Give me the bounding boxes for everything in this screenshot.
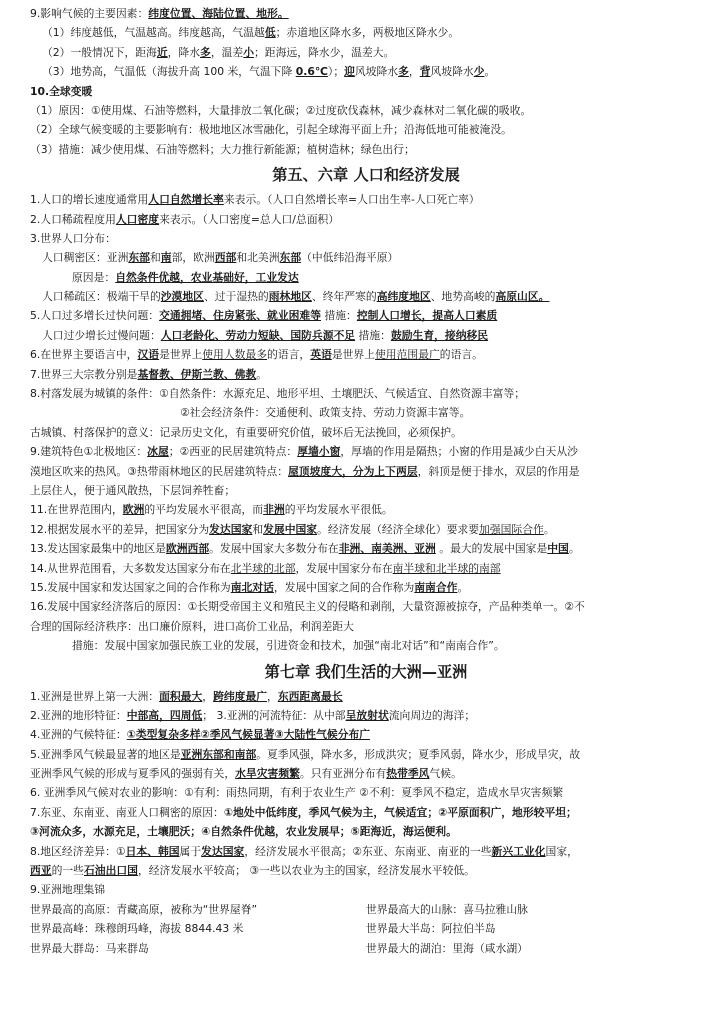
key-term: 背 bbox=[419, 65, 431, 79]
text: ， bbox=[202, 689, 214, 703]
dense-reason-line bbox=[30, 268, 702, 287]
cooperation-line bbox=[30, 578, 702, 597]
text: 。 bbox=[568, 542, 580, 556]
key-term: ①类型复杂多样②季风气候显著③大陆性气候分布广 bbox=[126, 728, 371, 742]
text: 、终年严寒的 bbox=[311, 290, 377, 304]
development-measures-line: 措施：发展中国家加强民族工业的发展，引进资金和技术，加强“南北对话”和“南南合作”。 bbox=[72, 639, 505, 653]
asia-terrain-rivers-line bbox=[30, 706, 702, 725]
key-term: 呈放射状 bbox=[345, 708, 389, 722]
key-term: 小 bbox=[243, 45, 255, 59]
languages-line bbox=[30, 345, 702, 364]
text: 气候。 bbox=[429, 767, 462, 781]
text: ；②西亚的民居建筑特点： bbox=[168, 445, 298, 459]
key-term: 0.6℃ bbox=[295, 65, 328, 79]
text: 、地势高峻的 bbox=[430, 290, 496, 304]
text: （1）纬度越低，气温越高。纬度越高，气温越 bbox=[42, 26, 265, 40]
key-term: 新兴工业化 bbox=[491, 844, 546, 858]
text: 是世界上 bbox=[331, 348, 376, 362]
record-item: 世界最高大的山脉：喜马拉雅山脉 bbox=[366, 902, 528, 916]
key-term: 人口老龄化、劳动力短缺、国防兵源不足 bbox=[160, 328, 356, 342]
overpopulation-line bbox=[30, 306, 702, 325]
key-term: 非洲 bbox=[263, 503, 285, 517]
text: 人口稠密区：亚洲 bbox=[42, 251, 129, 265]
asia-records-row bbox=[30, 919, 702, 938]
text: 15.发展中国家和发达国家之间的合作称为 bbox=[30, 580, 231, 594]
climate-terrain-line bbox=[30, 62, 702, 81]
global-warming-heading: 10.全球变暖 bbox=[30, 84, 93, 98]
key-term: 沙漠地区 bbox=[160, 290, 204, 304]
text: 。 bbox=[543, 522, 555, 536]
text: 部，欧洲 bbox=[171, 251, 215, 265]
town-conditions-line: 8.村落发展为城镇的条件：①自然条件：水源充足、地形平坦、土壤肥沃、气候适宜、自然资源丰富等； bbox=[30, 387, 526, 401]
key-term: 东西距离最长 bbox=[277, 689, 343, 703]
developed-regions-line bbox=[30, 539, 702, 558]
text: 9.影响气候的主要因素： bbox=[30, 7, 149, 20]
text: ，经济发展水平较高； ③一些以农业为主的国家，经济发展水平较低。 bbox=[137, 864, 475, 878]
text: 2.亚洲的地形特征： bbox=[30, 708, 127, 722]
key-term: 基督教、伊斯兰教、佛教 bbox=[137, 367, 257, 381]
key-term: 北半球的北部 bbox=[230, 561, 296, 575]
global-warming-effects: （2）全球气候变暖的主要影响有：极地地区冰雪融化，引起全球海平面上升；沿海低地可能被淹没。 bbox=[30, 123, 512, 137]
global-warming-measures: （3）措施：减少使用煤、石油等燃料；大力推行新能源；植树造林；绿色出行； bbox=[30, 142, 415, 156]
asia-size-line bbox=[30, 687, 702, 706]
key-term: 屋顶坡度大，分为上下两层 bbox=[288, 464, 418, 478]
key-term: 加强国际合作 bbox=[479, 522, 544, 536]
text: 人口过少增长过慢问题： bbox=[42, 328, 161, 342]
chapter-heading-population: 第五、六章 人口和经济发展 bbox=[272, 166, 460, 185]
text: 属于 bbox=[179, 844, 202, 858]
key-term: 控制人口增长，提高人口素质 bbox=[356, 309, 498, 323]
key-term: 欧洲西部 bbox=[165, 542, 210, 556]
text: 措施： bbox=[355, 328, 391, 342]
text: ；赤道地区降水多，两极地区降水少。 bbox=[275, 26, 460, 40]
architecture-line-3: 上层住人，便于通风散热，下层饲养牲畜； bbox=[30, 483, 236, 497]
asia-records-heading: 9.亚洲地理集锦 bbox=[30, 883, 106, 897]
text: 来表示。（人口密度=总人口/总面积） bbox=[159, 212, 340, 226]
asia-monsoon-line-1 bbox=[30, 745, 702, 764]
key-term: 高纬度地区 bbox=[376, 290, 431, 304]
asia-records-row bbox=[30, 900, 702, 919]
key-term: 南北对话 bbox=[230, 580, 274, 594]
underdevelopment-causes-line-1: 16.发展中国家经济落后的原因：①长期受帝国主义和殖民主义的侵略和剥削，大量资源被掠夺，产品种类单一。②不 bbox=[30, 600, 585, 614]
text: 8.地区经济差异：① bbox=[30, 844, 126, 858]
key-term: 水旱灾害频繁 bbox=[235, 767, 300, 781]
text: 国家， bbox=[545, 844, 578, 858]
key-term: 发达国家 bbox=[201, 844, 245, 858]
text: ，经济发展水平很高；②东亚、东南亚、南亚的一些 bbox=[244, 844, 492, 858]
text: 的平均发展水平很高，而 bbox=[144, 503, 264, 517]
key-term: 石油出口国 bbox=[83, 864, 138, 878]
heritage-protection-line: 古城镇、村落保护的意义：记录历史文化，有重要研究价值，破坏后无法挽回，必须保护。 bbox=[30, 425, 462, 439]
key-term: 多 bbox=[398, 65, 409, 79]
key-term: 使用人数最多 bbox=[202, 348, 268, 362]
text: ，温差 bbox=[210, 45, 244, 59]
text: 的平均发展水平很低。 bbox=[284, 503, 393, 517]
key-term: 使用范围最广 bbox=[375, 348, 440, 362]
text: 措施： bbox=[321, 309, 357, 323]
hemisphere-distribution-line bbox=[30, 559, 702, 578]
chapter-heading-asia: 第七章 我们生活的大洲—亚洲 bbox=[264, 662, 468, 681]
religions-line bbox=[30, 365, 702, 384]
country-classification-line bbox=[30, 520, 702, 539]
text: ， bbox=[267, 689, 278, 703]
text: 12.根据发展水平的差异，把国家分为 bbox=[30, 522, 210, 536]
text: 。 bbox=[484, 65, 496, 79]
text: 7.世界三大宗教分别是 bbox=[30, 367, 138, 381]
text: 风坡降水 bbox=[430, 65, 474, 79]
population-density-line bbox=[30, 210, 702, 229]
record-item: 世界最高峰：珠穆朗玛峰，海拔 8844.43 米 bbox=[30, 922, 244, 936]
climate-factors-line bbox=[30, 4, 702, 23]
text: ； 3.亚洲的河流特征：从中部 bbox=[202, 708, 346, 722]
key-term: 近 bbox=[156, 45, 168, 59]
asia-economy-line-1 bbox=[30, 842, 702, 861]
key-term: 中国 bbox=[547, 542, 569, 556]
text: ，发展中国家之间的合作称为 bbox=[273, 580, 415, 594]
record-item: 世界最高的高原：青藏高原，被称为“世界屋脊” bbox=[30, 902, 258, 916]
text: ，发展中国家分布在 bbox=[295, 561, 393, 575]
key-term: 热带季风 bbox=[386, 767, 430, 781]
text: 14.从世界范围看，大多数发达国家分布在 bbox=[30, 561, 231, 575]
text: ，厚墙的作用是隔热；小窗的作用是减少白天从沙 bbox=[340, 445, 578, 459]
text: 6.在世界主要语言中， bbox=[30, 348, 138, 362]
text: 原因是： bbox=[72, 270, 116, 284]
key-term: 鼓励生育，接纳移民 bbox=[390, 328, 489, 342]
key-term: 纬度位置、海陆位置、地形。 bbox=[148, 7, 289, 20]
key-term: 雨林地区 bbox=[268, 290, 312, 304]
key-term: 欧洲 bbox=[122, 503, 145, 517]
text: 5.亚洲季风气候最显著的地区是 bbox=[30, 747, 181, 761]
text: （2）一般情况下，距海 bbox=[42, 45, 157, 59]
text: ；距海远，降水少，温差大。 bbox=[254, 45, 395, 59]
key-term: 发达国家 bbox=[209, 522, 253, 536]
text: 。经济发展（经济全球化）要求要 bbox=[317, 522, 480, 536]
key-term: 人口自然增长率 bbox=[148, 193, 224, 207]
text: 1.亚洲是世界上第一大洲： bbox=[30, 689, 160, 703]
text: 人口稀疏区：极端干旱的 bbox=[42, 290, 161, 304]
key-term: 低 bbox=[264, 26, 276, 40]
dense-areas-line bbox=[30, 248, 702, 267]
text: 11.在世界范围内， bbox=[30, 503, 123, 517]
text: ，斜顶是便于排水，双层的作用是 bbox=[417, 464, 580, 478]
text: 、过于湿热的 bbox=[203, 290, 269, 304]
text: 和 bbox=[252, 522, 264, 536]
text: （3）地势高，气温低（海拔升高 100 米，气温下降 bbox=[42, 65, 296, 79]
text: 的一些 bbox=[51, 864, 84, 878]
key-term: 多 bbox=[200, 45, 211, 59]
key-term: 非洲、南美洲、亚洲 bbox=[338, 542, 436, 556]
text: ， bbox=[408, 65, 420, 79]
climate-sea-distance-line bbox=[30, 43, 702, 62]
asia-records-row bbox=[30, 939, 702, 958]
text: 和北美洲 bbox=[236, 251, 280, 265]
text: 9.建筑特色①北极地区： bbox=[30, 445, 148, 459]
underpopulation-line bbox=[30, 326, 702, 345]
key-term: 西亚 bbox=[30, 864, 52, 878]
text: 流向周边的海洋； bbox=[388, 708, 476, 722]
key-term: 东部 bbox=[279, 251, 302, 265]
text: 2.人口稀疏程度用 bbox=[30, 212, 116, 226]
key-term: 厚墙小窗 bbox=[297, 445, 341, 459]
text: 。发展中国家大多数分布在 bbox=[209, 542, 339, 556]
text: 。 bbox=[256, 367, 268, 381]
text: ）； bbox=[327, 65, 345, 79]
key-term: 英语 bbox=[310, 348, 332, 362]
key-term: 冰屋 bbox=[147, 445, 169, 459]
text: 的语言。 bbox=[439, 348, 483, 362]
key-term: 南 bbox=[160, 251, 172, 265]
text: 。夏季风强，降水多，形成洪灾；夏季风弱，降水少，形成旱灾，故 bbox=[256, 747, 581, 761]
key-term: 发展中国家 bbox=[263, 522, 318, 536]
text: 5.人口过多增长过快问题： bbox=[30, 309, 160, 323]
text: 7.东亚、东南亚、南亚人口稠密的原因： bbox=[30, 805, 224, 819]
development-level-line bbox=[30, 500, 702, 519]
underdevelopment-causes-line-2: 合理的国际经济秩序：出口廉价原料，进口高价工业品，利润差距大 bbox=[30, 619, 354, 633]
key-term: 南南合作 bbox=[414, 580, 458, 594]
text: 1.人口的增长速度通常用 bbox=[30, 193, 149, 207]
text: 是世界上 bbox=[159, 348, 203, 362]
asia-monsoon-line-2 bbox=[30, 764, 702, 783]
population-distribution-line: 3.世界人口分布： bbox=[30, 231, 116, 245]
climate-latitude-line bbox=[30, 23, 702, 42]
text: 。只有亚洲分布有 bbox=[299, 767, 387, 781]
key-term: 汉语 bbox=[137, 348, 160, 362]
key-term: 日本、韩国 bbox=[125, 844, 180, 858]
text: 风坡降水 bbox=[354, 65, 399, 79]
record-item: 世界最大的湖泊：里海（咸水湖） bbox=[366, 941, 528, 955]
text: 漠地区吹来的热风。③热带雨林地区的民居建筑特点： bbox=[30, 464, 289, 478]
asia-economy-line-2 bbox=[30, 861, 702, 880]
text: ，降水 bbox=[167, 45, 201, 59]
key-term: 自然条件优越，农业基础好，工业发达 bbox=[115, 270, 299, 284]
key-term: 西部 bbox=[214, 251, 237, 265]
text: 的语言， bbox=[267, 348, 311, 362]
sparse-areas-line bbox=[30, 287, 702, 306]
text: 13.发达国家最集中的地区是 bbox=[30, 542, 166, 556]
key-term: 东部 bbox=[128, 251, 150, 265]
text: 亚洲季风气候的形成与夏季风的强弱有关， bbox=[30, 767, 236, 781]
key-term: 交通拥堵、住房紧张、就业困难等 bbox=[159, 309, 322, 323]
key-term: 人口密度 bbox=[115, 212, 160, 226]
text: 来表示。（人口自然增长率=人口出生率-人口死亡率） bbox=[223, 193, 480, 207]
record-item: 世界最大半岛：阿拉伯半岛 bbox=[366, 922, 496, 936]
asia-density-reasons-line-1 bbox=[30, 803, 702, 822]
global-warming-causes: （1）原因：①使用煤、石油等燃料，大量排放二氧化碳；②过度砍伐森林，减少森林对二氧化碳的吸收。 bbox=[30, 103, 532, 117]
key-term: 跨纬度最广 bbox=[213, 689, 268, 703]
text: （中低纬沿海平原） bbox=[301, 251, 399, 265]
architecture-line-2 bbox=[30, 462, 702, 481]
population-growth-line bbox=[30, 190, 702, 209]
town-conditions-social-line: ②社会经济条件：交通便利、政策支持、劳动力资源丰富等。 bbox=[180, 406, 471, 420]
key-term: 南半球和北半球的南部 bbox=[392, 561, 501, 575]
text: 4.亚洲的气候特征： bbox=[30, 728, 127, 742]
key-term: ①地处中低纬度，季风气候为主，气候适宜；②平原面积广，地形较平坦； bbox=[223, 805, 577, 819]
record-item: 世界最大群岛：马来群岛 bbox=[30, 941, 149, 955]
key-term: 高原山区。 bbox=[495, 290, 550, 304]
asia-climate-line bbox=[30, 725, 702, 744]
text: 和 bbox=[149, 251, 161, 265]
monsoon-agriculture-line: 6. 亚洲季风气候对农业的影响：①有利：雨热同期，有利于农业生产 ②不利：夏季风不稳定，造成水旱灾害频繁 bbox=[30, 786, 564, 800]
key-term: 面积最大 bbox=[159, 689, 203, 703]
key-term: 迎 bbox=[344, 65, 355, 79]
architecture-line-1 bbox=[30, 442, 702, 461]
text: 。最大的发展中国家是 bbox=[435, 542, 548, 556]
key-term: 少 bbox=[473, 65, 485, 79]
asia-density-reasons-line-2: ③河流众多，水源充足，土壤肥沃；④自然条件优越，农业发展早；⑤距海近，海运便利。 bbox=[30, 825, 457, 839]
text: 。 bbox=[457, 580, 469, 594]
key-term: 亚洲东部和南部 bbox=[180, 747, 257, 761]
key-term: 中部高，四周低 bbox=[126, 708, 203, 722]
